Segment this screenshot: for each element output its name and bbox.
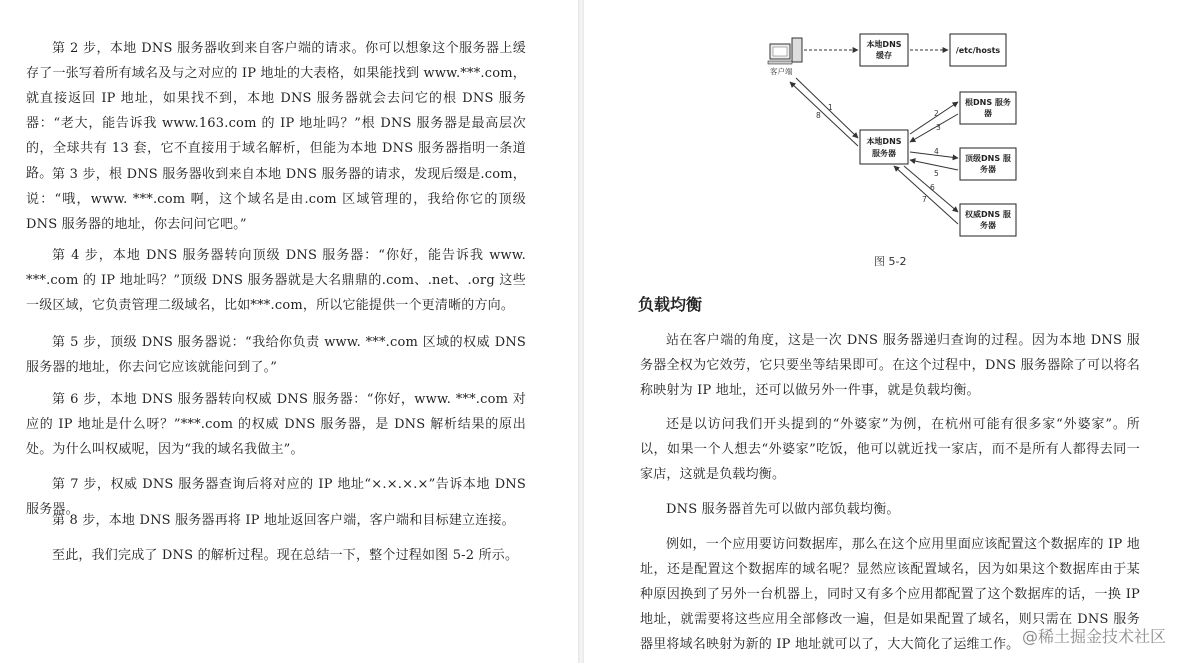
paragraph-step-3: 第 3 步，根 DNS 服务器收到来自本地 DNS 服务器的请求，发现后缀是.com，说：“哦，www. ***.com 啊，这个域名是由.com 区域管理的，我给你它的顶级 DNS 服务器的地址，你去问问它吧。” [26,167,526,232]
step-2-label: 2 [934,109,939,118]
tld-box-line-1: 顶级DNS 服 [965,154,1011,163]
local-dns-line-2: 服务器 [872,149,896,158]
step-1-arrow [796,78,858,138]
paragraph-step-2: 第 2 步，本地 DNS 服务器收到来自客户端的请求。你可以想象这个服务器上缓存了一张写着所有域名及与之对应的 IP 地址的大表格，如果能找到 www.***.com，就直接返回 IP 地址，如果找不到，本地 DNS 服务器就会去问它的根 DNS 服务器：“老大，能告诉我 www.163.com 的 IP 地址吗？”根 DNS 服务器是最高层次的，全球共有 13 套，它不直接用于域名解析，但能为本地 DNS 服务器指明一条道路。 [26,41,526,181]
dns-resolution-diagram [764,30,1064,245]
client-computer-icon [768,38,802,64]
local-dns-line-1: 本地DNS [866,137,902,146]
auth-box-line-1: 权威DNS 服 [965,210,1011,219]
paragraph-step-7: 第 7 步，权威 DNS 服务器查询后将对应的 IP 地址“×.×.×.×”告诉本地 DNS 服务器。 [26,477,526,517]
left-page [0,0,578,663]
local-dns-server-box [860,130,908,164]
hosts-box-label: /etc/hosts [955,46,1001,55]
authoritative-dns-server-box [960,204,1016,236]
paragraph-waipojia-example: 还是以访问我们开头提到的“外婆家”为例，在杭州可能有很多家“外婆家”。所以，如果一个人想去“外婆家”吃饭，他可以就近找一家店，而不是所有人都得去同一家店，这就是负载均衡。 [640,417,1140,482]
local-dns-cache-box [860,34,908,66]
root-box-line-1: 根DNS 服务 [965,98,1011,107]
site-watermark: @稀土掘金技术社区 [1021,627,1166,646]
step-1-label: 1 [828,103,833,112]
step-8-arrow [790,82,858,146]
tld-dns-server-box [960,148,1016,180]
figure-caption: 图 5-2 [874,255,907,268]
paragraph-database-example: 例如，一个应用要访问数据库，那么在这个应用里面应该配置这个数据库的 IP 地址，还是配置这个数据库的域名呢？显然应该配置域名，因为如果这个数据库由于某种原因换到了另外一台机器上，同时又有多个应用都配置了这个数据库的话，一换 IP 地址，就需要将这些应用全部修改一遍，但是如果配置了域名，则只需在 DNS 服务器里将域名映射为新的 IP 地址就可以了，大大简化了运维工作。 [640,537,1140,652]
right-page [584,0,1184,663]
client-label: 客户端 [770,67,793,76]
cache-box-line-2: 缓存 [876,51,892,60]
paragraph-summary: 至此，我们完成了 DNS 的解析过程。现在总结一下，整个过程如图 5-2 所示。 [52,548,519,563]
root-box-line-2: 器 [984,109,992,118]
step-6-label: 6 [930,183,935,192]
step-5-label: 5 [934,169,939,178]
tld-box-line-2: 务器 [980,165,996,174]
paragraph-internal-lb: DNS 服务器首先可以做内部负载均衡。 [666,502,900,517]
step-3-label: 3 [936,123,941,132]
step-4-label: 4 [934,147,939,156]
paragraph-step-6: 第 6 步，本地 DNS 服务器转向权威 DNS 服务器：“你好，www. ***.com 对应的 IP 地址是什么呀？”***.com 的权威 DNS 服务器，是 DNS 解析结果的原出处。为什么叫权威呢，因为“我的域名我做主”。 [26,392,526,457]
paragraph-step-4: 第 4 步，本地 DNS 服务器转向顶级 DNS 服务器：“你好，能告诉我 www. ***.com 的 IP 地址吗？”顶级 DNS 服务器就是大名鼎鼎的.com、.net、.org 这些一级区域，它负责管理二级域名，比如***.com，所以它能提供一个更清晰的方向。 [26,248,526,313]
paragraph-step-8: 第 8 步，本地 DNS 服务器再将 IP 地址返回客户端，客户端和目标建立连接。 [52,513,515,528]
step-8-label: 8 [816,111,821,120]
paragraph-step-5: 第 5 步，顶级 DNS 服务器说：“我给你负责 www. ***.com 区域的权威 DNS 服务器的地址，你去问它应该就能问到了。” [26,335,526,375]
step-7-label: 7 [922,195,927,204]
root-dns-server-box [960,92,1016,124]
section-title: 负载均衡 [638,295,703,314]
cache-box-line-1: 本地DNS [866,40,902,49]
auth-box-line-2: 务器 [980,221,996,230]
paragraph-recursive-query: 站在客户端的角度，这是一次 DNS 服务器递归查询的过程。因为本地 DNS 服务器全权为它效劳，它只要坐等结果即可。在这个过程中，DNS 服务器除了可以将名称映射为 IP 地址，还可以做另外一件事，就是负载均衡。 [640,333,1140,398]
